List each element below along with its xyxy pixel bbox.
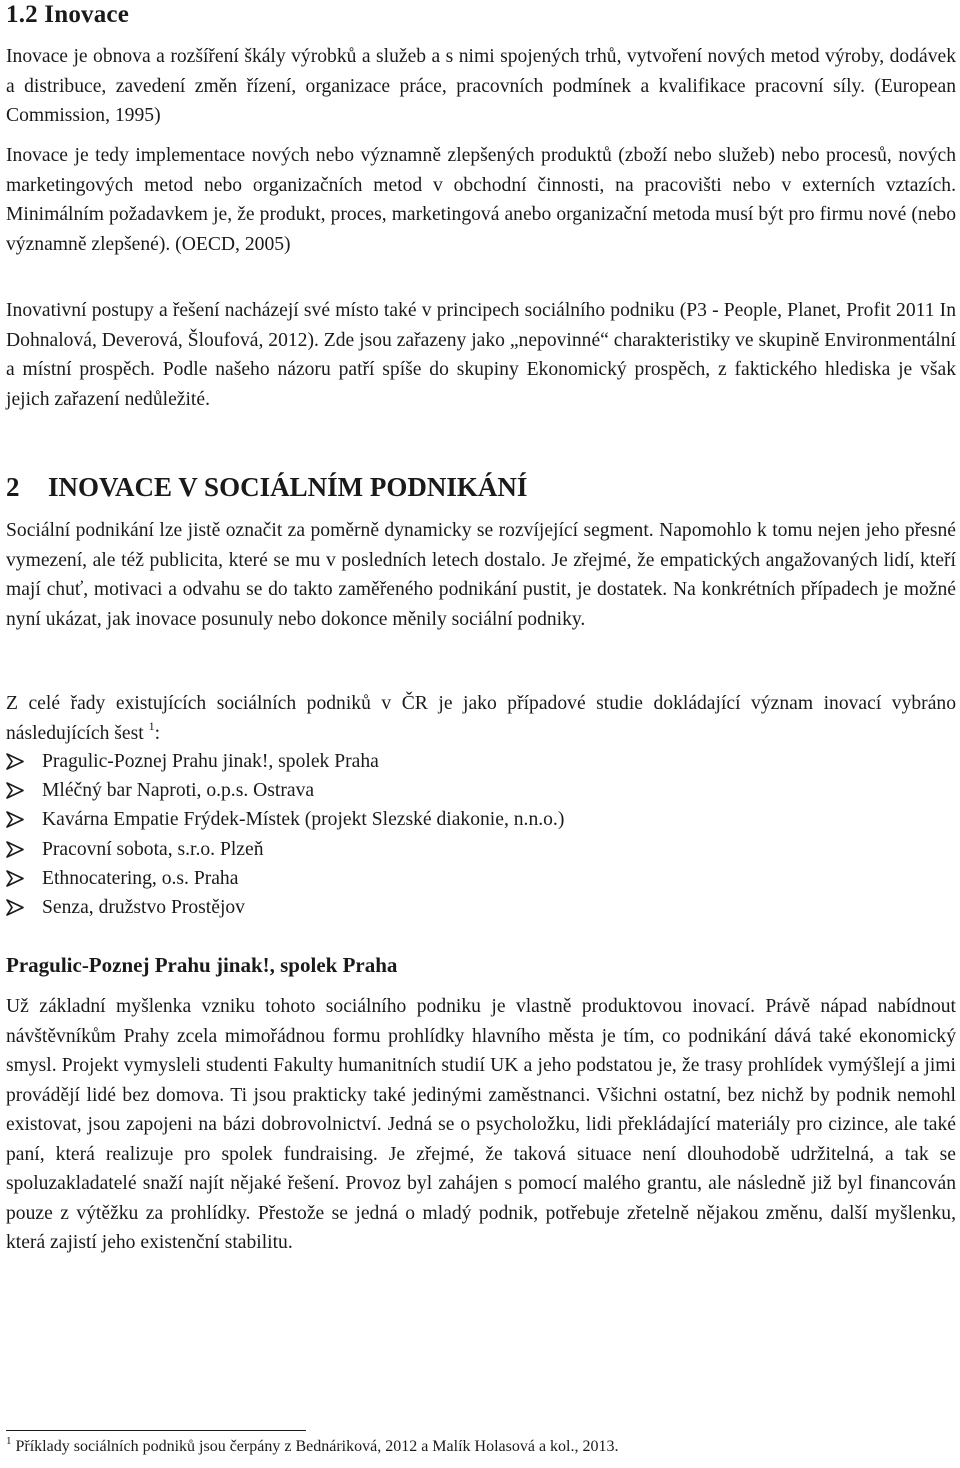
- arrowhead-bullet-icon: [6, 782, 24, 799]
- list-item: [6, 776, 564, 805]
- footnote-reference: 1: [148, 718, 155, 733]
- list-item: [6, 747, 564, 776]
- list-intro-text: Z celé řady existujících sociálních podniků v ČR je jako případové studie dokládající význam inovací vybráno následujících šest: [6, 693, 956, 744]
- list-intro: [6, 689, 956, 748]
- case-list: [6, 747, 564, 922]
- case-heading: Pragulic-Poznej Prahu jinak!, spolek Praha: [6, 953, 398, 977]
- footnote: [6, 1436, 618, 1458]
- paragraph-intro-1: Inovace je obnova a rozšíření škály výrobků a služeb a s nimi spojených trhů, vytvoření nových metod výroby, dodávek a distribuce, zavedení změn řízení, organizace práce, pracovních podmínek a kvalifikace pracovní síly. (European Commission, 1995): [6, 46, 956, 126]
- case-paragraph: Už základní myšlenka vzniku tohoto sociálního podniku je vlastně produktovou inovací. Právě nápad nabídnout návštěvníkům Prahy zcela mimořádnou formu prohlídky hlavního města je tím, co podnikání dává také ekonomický smysl. Projekt vymysleli studenti Fakulty humanitních studií UK a jeho podstatou je, že trasy prohlídek vymýšlejí a jimi provádějí lidé bez domova. Ti jsou prakticky také jedinými zaměstnanci. Všichni ostatní, bez nichž by podnik nemohl existovat, jsou zapojeni na bázi dobrovolnictví. Jedná se o psycholožku, lidi překládající materiály pro cizince, ale také paní, která realizuje pro spolek fundraising. Je zřejmé, že taková situace není dlouhodobě udržitelná, a tak se spoluzakladatelé snaží najít nějaké řešení. Provoz byl zahájen s pomocí malého grantu, ale následně již byl financován pouze z výtěžku za prohlídky. Přestože se jedná o mladý podnik, potřebuje zřetelně nějakou změnu, další myšlenku, která zajistí jeho existenční stabilitu.: [6, 996, 956, 1253]
- arrowhead-bullet-icon: [6, 841, 24, 858]
- footnote-divider: [6, 1430, 306, 1431]
- arrowhead-bullet-icon: [6, 870, 24, 887]
- arrowhead-bullet-icon: [6, 753, 24, 770]
- footnote-text: Příklady sociálních podniků jsou čerpány z Bednáriková, 2012 a Malík Holasová a kol., 2013.: [15, 1438, 619, 1455]
- list-item: [6, 893, 564, 922]
- arrowhead-bullet-icon: [6, 811, 24, 828]
- chapter-title: INOVACE V SOCIÁLNÍM PODNIKÁNÍ: [48, 472, 528, 502]
- footnote-number: 1: [6, 1435, 12, 1447]
- list-item-label: Ethnocatering, o.s. Praha: [42, 867, 239, 889]
- list-item-label: Senza, družstvo Prostějov: [42, 896, 245, 918]
- list-item: [6, 805, 564, 834]
- list-item-label: Mléčný bar Naproti, o.p.s. Ostrava: [42, 780, 315, 802]
- section-heading: 1.2 Inovace: [6, 1, 130, 28]
- arrowhead-bullet-icon: [6, 899, 24, 916]
- chapter-number: 2: [6, 472, 20, 502]
- chapter-heading: [6, 470, 527, 504]
- paragraph-chapter: Sociální podnikání lze jistě označit za poměrně dynamicky se rozvíjející segment. Napomohlo k tomu nejen jeho přesné vymezení, ale též publicita, které se mu v posledních letech dostalo. Je zřejmé, že empatických angažovaných lidí, kteří mají chuť, motivaci a odvahu se do takto zaměřeného podnikání pustit, je dostatek. Na konkrétních případech je možné nyní ukázat, jak inovace posunuly nebo dokonce měnily sociální podniky.: [6, 520, 956, 630]
- list-item-label: Pracovní sobota, s.r.o. Plzeň: [42, 838, 264, 860]
- list-item: [6, 835, 564, 864]
- list-item-label: Pragulic-Poznej Prahu jinak!, spolek Praha: [42, 751, 379, 772]
- paragraph-intro-3: Inovativní postupy a řešení nacházejí své místo také v principech sociálního podniku (P3 - People, Planet, Profit 2011 In Dohnalová, Deverová, Šloufová, 2012). Zde jsou zařazeny jako „nepovinné“ charakteristiky ve skupině Environmentální a místní prospěch. Podle našeho názoru patří spíše do skupiny Ekonomický prospěch, z faktického hlediska je však jejich zařazení nedůležité.: [6, 300, 956, 410]
- list-intro-colon: :: [154, 722, 161, 744]
- paragraph-intro-2: Inovace je tedy implementace nových nebo významně zlepšených produktů (zboží nebo služeb) nebo procesů, nových marketingových metod nebo organizačních metod v obchodní činnosti, na pracovišti nebo v externích vztazích. Minimálním požadavkem je, že produkt, proces, marketingová anebo organizační metoda musí být pro firmu nové (nebo významně zlepšené). (OECD, 2005): [6, 145, 956, 255]
- list-item: [6, 864, 564, 893]
- list-item-label: Kavárna Empatie Frýdek-Místek (projekt Slezské diakonie, n.n.o.): [42, 809, 565, 831]
